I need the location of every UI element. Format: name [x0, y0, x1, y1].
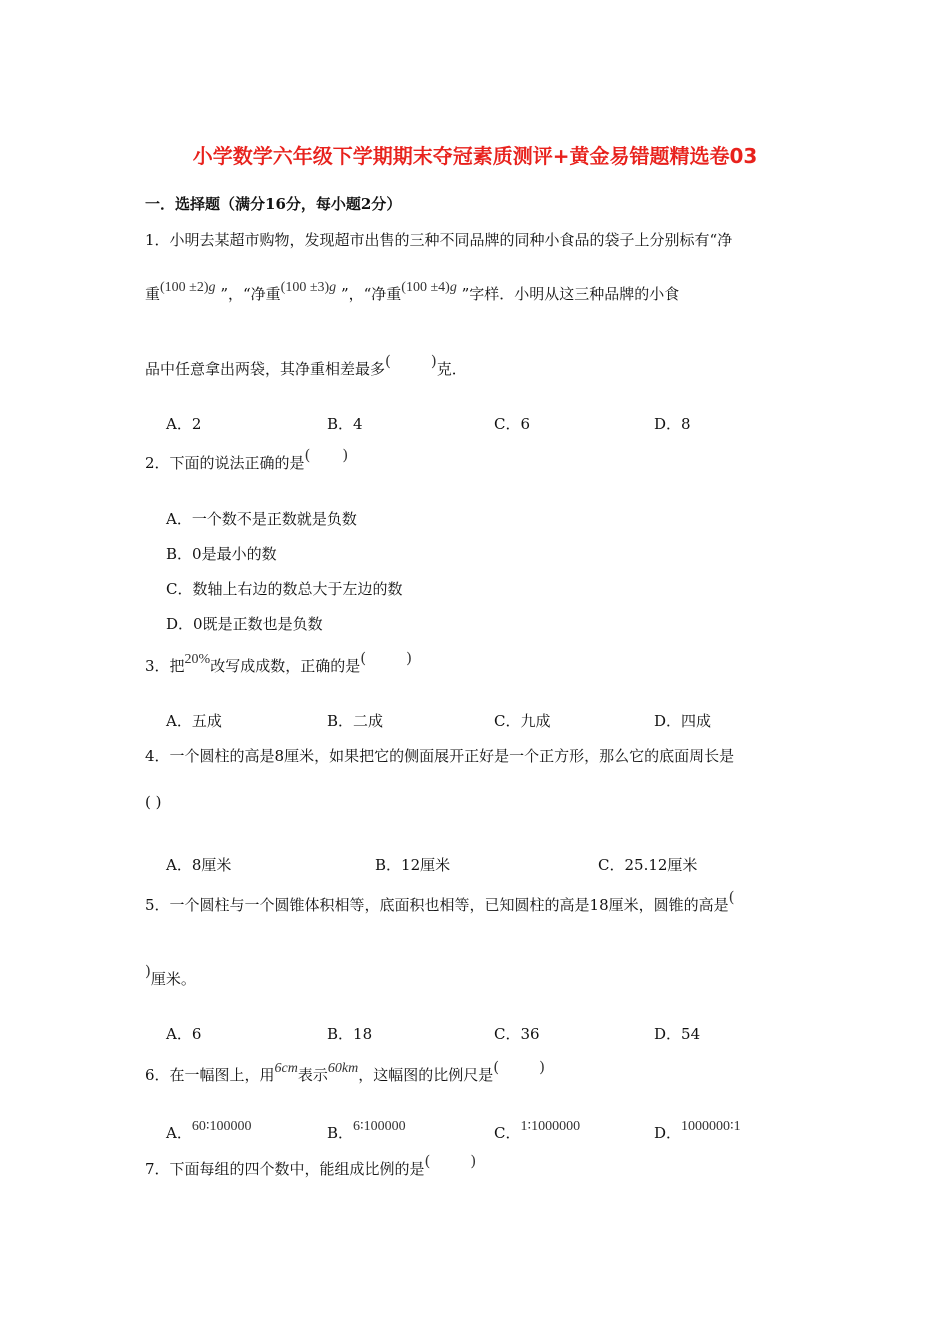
q2-right-paren: ): [342, 446, 349, 464]
q6-option-d-ratio: 1000000∶1: [681, 1119, 741, 1134]
question-5: [145, 888, 735, 915]
section-heading: 一．选择题（满分16分，每小题2分）: [145, 195, 402, 213]
q4-option-c: C．25.12厘米: [598, 856, 698, 874]
q5-tail: 厘米。: [150, 970, 196, 988]
q6-option-b: [327, 1119, 406, 1143]
q1-option-a: A．2: [166, 415, 202, 433]
q6-option-b-ratio: 6∶100000: [353, 1119, 406, 1134]
q1-math-2: (100 ±3): [280, 280, 330, 295]
q4-option-a: A．8厘米: [166, 856, 232, 874]
question-2: [145, 446, 349, 473]
q6-option-c: [494, 1119, 581, 1143]
q2-option-b: B．0是最小的数: [166, 545, 277, 563]
q3-right-paren: ): [406, 649, 412, 667]
question-7: [145, 1152, 477, 1179]
q5-line-2: [145, 962, 196, 989]
q2-stem: 2．下面的说法正确的是: [145, 454, 305, 472]
q6-option-a: [166, 1119, 252, 1143]
q7-right-paren: ): [470, 1152, 477, 1170]
q1-text-b: ”，“净重: [220, 285, 281, 303]
q6-right-paren: ): [539, 1058, 545, 1076]
q4-option-b: B．12厘米: [375, 856, 451, 874]
question-4: 4．一个圆柱的高是8厘米，如果把它的侧面展开正好是一个正方形，那么它的底面周长是: [145, 747, 735, 765]
q3-option-c: C．九成: [494, 712, 551, 730]
q6-stem-c: ，这幅图的比例尺是: [358, 1066, 494, 1084]
question-1-line-3: [145, 352, 467, 379]
q5-option-c: C．36: [494, 1025, 540, 1043]
q6-option-a-ratio: 60∶100000: [191, 1119, 252, 1134]
q1-unit-g-1: g: [208, 280, 216, 295]
q1-right-paren: ): [430, 352, 437, 370]
q6-left-paren: (: [493, 1058, 500, 1076]
q5-option-d: D．54: [654, 1025, 701, 1043]
q6-option-d-label: D．: [654, 1124, 682, 1142]
q6-stem-a: 6．在一幅图上，用: [145, 1066, 275, 1084]
q5-left-paren: (: [728, 888, 735, 906]
q4-blank: ( ): [145, 793, 162, 811]
q1-text-c: ”，“净重: [340, 285, 402, 303]
q1-math-1: (100 ±2): [160, 280, 209, 295]
q2-option-a: A．一个数不是正数就是负数: [166, 510, 357, 528]
q5-option-a: A．6: [166, 1025, 202, 1043]
q1-math-3: (100 ±4): [401, 280, 450, 295]
q6-math-1: 6cm: [274, 1061, 298, 1076]
q6-option-b-label: B．: [327, 1124, 354, 1142]
question-1-line-1: 1．小明去某超市购物，发现超市出售的三种不同品牌的同种小食品的袋子上分别标有“净: [145, 231, 733, 249]
q3-option-d: D．四成: [654, 712, 712, 730]
q7-left-paren: (: [424, 1152, 431, 1170]
q6-option-c-ratio: 1∶1000000: [520, 1119, 581, 1134]
q1-text-e: 品中任意拿出两袋，其净重相差最多: [145, 360, 386, 378]
q2-left-paren: (: [304, 446, 311, 464]
q6-math-2: 60km: [327, 1061, 359, 1076]
question-6: [145, 1058, 545, 1085]
q1-text-f: 克．: [436, 360, 467, 378]
q1-text-a: 重: [145, 285, 161, 303]
q3-option-a: A．五成: [166, 712, 222, 730]
q3-stem-a: 3．把: [145, 657, 185, 675]
q1-option-d: D．8: [654, 415, 691, 433]
q1-unit-g-3: g: [449, 280, 457, 295]
question-1-line-2: [145, 280, 680, 304]
q7-stem: 7．下面每组的四个数中，能组成比例的是: [145, 1160, 425, 1178]
q1-left-paren: (: [385, 352, 391, 370]
q6-option-c-label: C．: [494, 1124, 521, 1142]
page-title: 小学数学六年级下学期期末夺冠素质测评+黄金易错题精选卷03: [192, 144, 758, 168]
q3-math: 20%: [184, 652, 211, 667]
q5-right-paren: ): [145, 962, 151, 980]
q5-option-b: B．18: [327, 1025, 373, 1043]
q1-text-d: ”字样．小明从这三种品牌的小食: [461, 285, 680, 303]
q6-stem-b: 表示: [297, 1066, 328, 1084]
q2-option-c: C．数轴上右边的数总大于左边的数: [166, 580, 403, 598]
q3-option-b: B．二成: [327, 712, 384, 730]
q2-option-d: D．0既是正数也是负数: [166, 615, 323, 633]
q1-unit-g-2: g: [329, 280, 337, 295]
q1-option-c: C．6: [494, 415, 531, 433]
q3-stem-b: 改写成成数，正确的是: [210, 657, 361, 675]
q5-stem: 5．一个圆柱与一个圆锥体积相等，底面积也相等，已知圆柱的高是18厘米，圆锥的高是: [145, 896, 729, 914]
question-3: [145, 649, 412, 676]
q6-option-d: [654, 1119, 741, 1143]
q3-left-paren: (: [360, 649, 367, 667]
q1-option-b: B．4: [327, 415, 363, 433]
q6-option-a-label: A．: [166, 1124, 192, 1142]
